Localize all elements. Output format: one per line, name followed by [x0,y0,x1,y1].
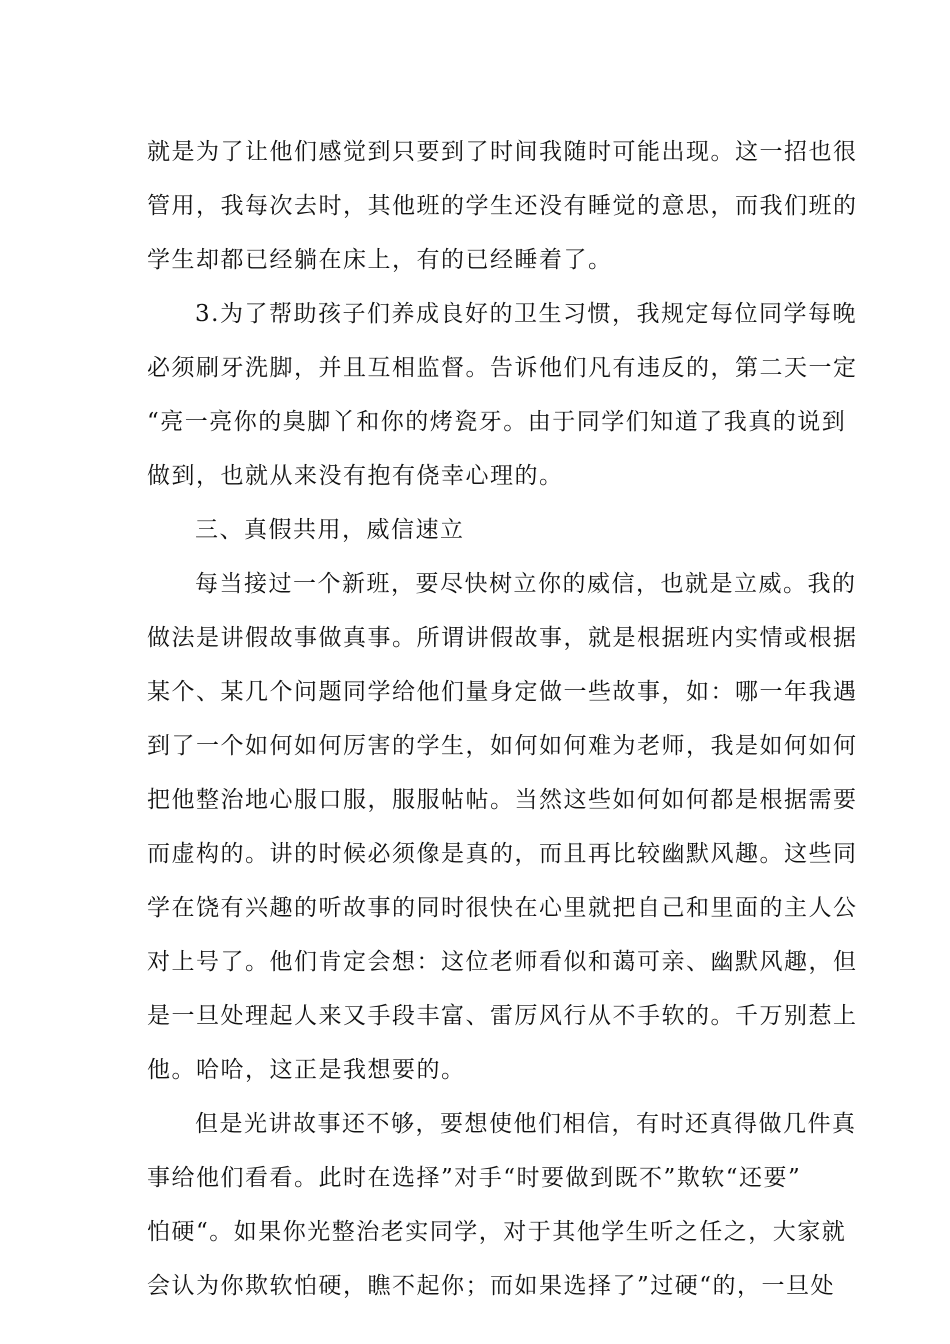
text-line: “亮一亮你的臭脚丫和你的烤瓷牙。由于同学们知道了我真的说到 [147,409,847,435]
text-line: 管用，我每次去时，其他班的学生还没有睡觉的意思，而我们班的 [147,193,858,219]
text-line: 必须刷牙洗脚，并且互相监督。告诉他们凡有违反的，第二天一定 [147,355,858,381]
section-heading: 三、真假共用，威信速立 [195,517,465,543]
text-line: 某个、某几个问题同学给他们量身定做一些故事，如：哪一年我遇 [147,679,858,705]
text-line: 他。哈哈，这正是我想要的。 [147,1057,466,1083]
text-line: 把他整治地心服口服，服服帖帖。当然这些如何如何都是根据需要 [147,787,858,813]
text-line: 3.为了帮助孩子们养成良好的卫生习惯，我规定每位同学每晚 [195,301,857,327]
text-line: 做法是讲假故事做真事。所谓讲假故事，就是根据班内实情或根据 [147,625,858,651]
text-line: 是一旦处理起人来又手段丰富、雷厉风行从不手软的。千万别惹上 [147,1003,858,1029]
text-line: 对上号了。他们肯定会想：这位老师看似和蔼可亲、幽默风趣，但 [147,949,858,975]
text-line: 做到，也就从来没有抱有侥幸心理的。 [147,463,564,489]
text-line: 到了一个如何如何厉害的学生，如何如何难为老师，我是如何如何 [147,733,858,759]
text-line: 而虚构的。讲的时候必须像是真的，而且再比较幽默风趣。这些同 [147,841,858,867]
text-line: 每当接过一个新班，要尽快树立你的威信，也就是立威。我的 [195,571,857,597]
text-line: 就是为了让他们感觉到只要到了时间我随时可能出现。这一招也很 [147,139,858,165]
text-line: 怕硬“。如果你光整治老实同学，对于其他学生听之任之，大家就 [147,1219,847,1245]
text-line: 但是光讲故事还不够，要想使他们相信，有时还真得做几件真 [195,1111,857,1137]
body-text [147,125,858,1313]
text-line: 事给他们看看。此时在选择”对手“时要做到既不”欺软“还要” [147,1165,802,1191]
text-line: 学生却都已经躺在床上，有的已经睡着了。 [147,247,613,273]
text-line: 学在饶有兴趣的听故事的同时很快在心里就把自己和里面的主人公 [147,895,858,921]
text-line: 会认为你欺软怕硬，瞧不起你；而如果选择了”过硬“的，一旦处 [147,1273,836,1299]
